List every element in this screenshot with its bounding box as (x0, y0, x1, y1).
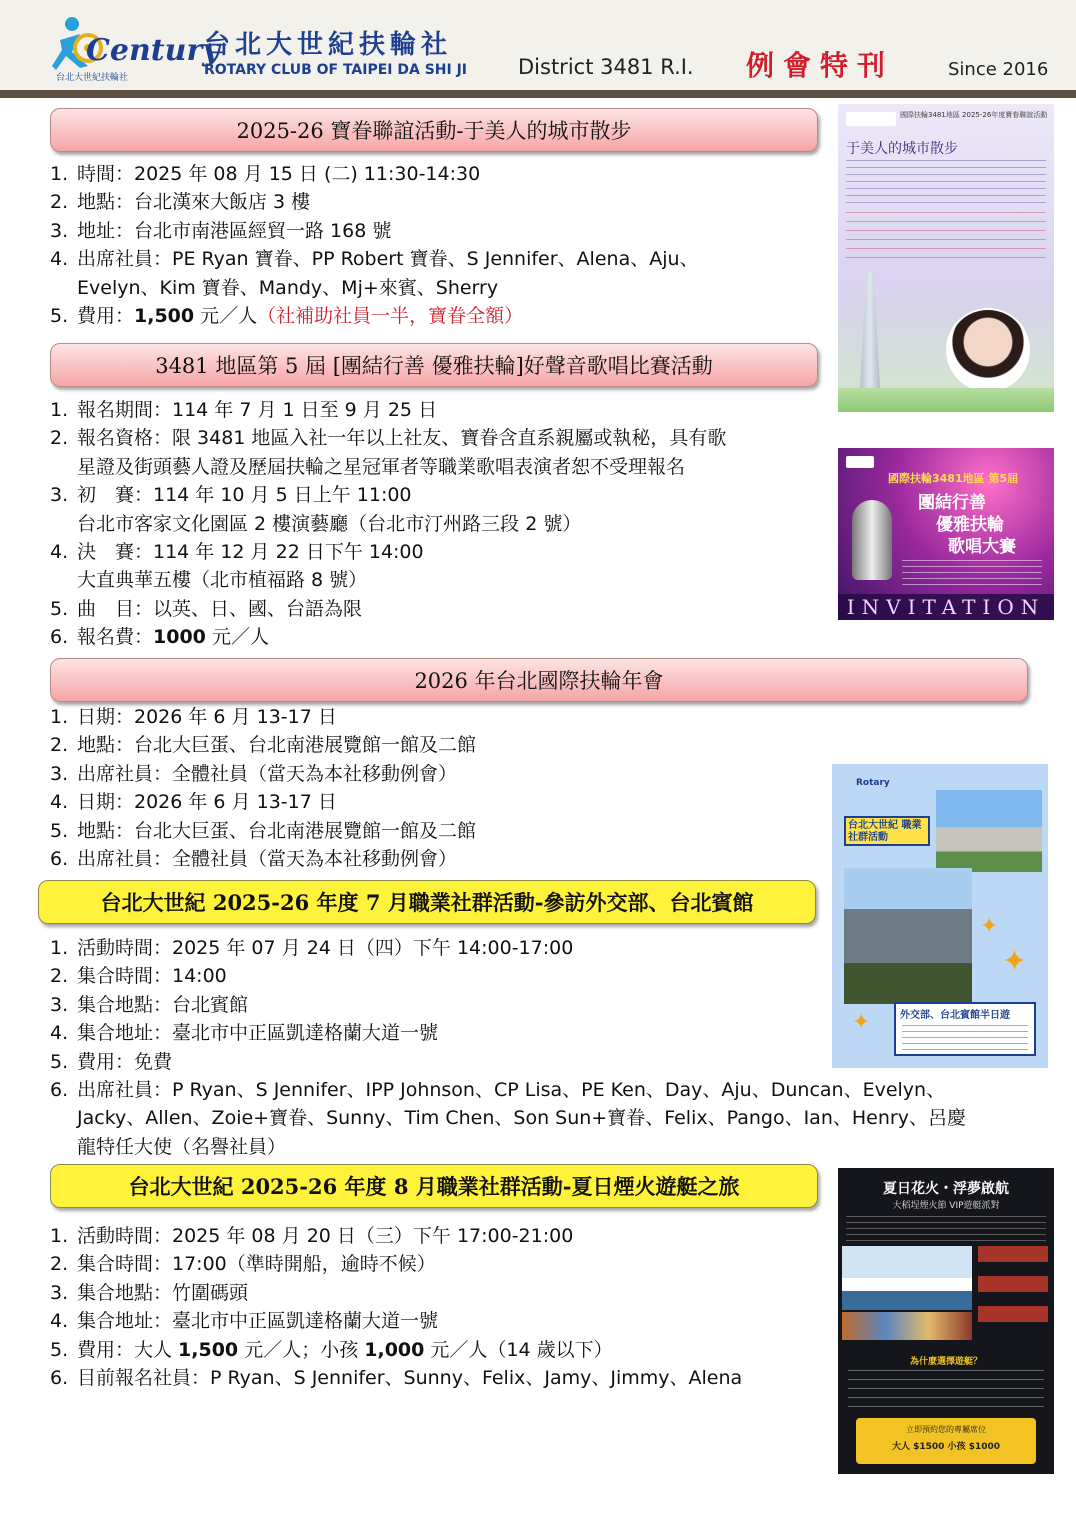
poster-subtitle: 大稻埕煙火節 VIP遊艇派對 (892, 1201, 1000, 1211)
list-item: 2. 集合時間：17:00（準時開船，逾時不候） (50, 1253, 436, 1276)
list-item: 3. 集合地點：台北賓館 (50, 993, 249, 1016)
poster-badge: 台北大世紀 職業社群活動 (844, 816, 930, 846)
club-name-zh: 台北大世紀扶輪社 (204, 30, 453, 60)
poster-text-lines (846, 1216, 1046, 1242)
taipei101-tower-icon (852, 272, 888, 402)
sparkle-icon: ✦ (852, 1010, 871, 1035)
list-item: 3. 初 賽：114 年 10 月 5 日上午 11:00 (50, 484, 412, 507)
photo-strip (842, 1312, 972, 1340)
list-item: 4. 決 賽：114 年 12 月 22 日下午 14:00 (50, 541, 424, 564)
list-item: 2. 集合時間：14:00 (50, 965, 227, 988)
photo-ministry-building (936, 790, 1042, 872)
list-item: 1. 活動時間：2025 年 08 月 20 日（三）下午 17:00-21:00 (50, 1225, 574, 1247)
poster-title: 夏日花火・浮夢啟航 (883, 1181, 1009, 1197)
list-item: 5. 曲 目：以英、日、國、台語為限 (50, 597, 363, 620)
list-item: 6. 出席社員：P Ryan、S Jennifer、IPP Johnson、CP Lisa、PE Ken、Day、Aju、Duncan、Evelyn、 (50, 1079, 946, 1102)
schedule-labels (978, 1246, 1048, 1336)
poster-invitation: INVITATION (838, 594, 1054, 620)
poster-title-2: 優雅扶輪 (936, 515, 1004, 535)
fee-item: 6. 報名費：1000 元／人 (50, 626, 269, 649)
poster-title: 于美人的城市散步 (846, 141, 958, 157)
list-item: 4. 集合地址：臺北市中正區凱達格蘭大道一號 (50, 1022, 439, 1045)
rotary-brand: Rotary (856, 778, 890, 788)
logo-subtitle: 台北大世紀扶輪社 (56, 73, 129, 83)
convention-details (50, 703, 476, 873)
list-item: 1. 報名期間：114 年 7 月 1 日至 9 月 25 日 (50, 399, 438, 421)
rotary-badge-icon (846, 112, 896, 126)
list-item-continuation: Jacky、Allen、Zoie+寶眷、Sunny、Tim Chen、Son Sun+寶眷、Felix、Pango、Ian、Henry、呂慶 (77, 1107, 966, 1130)
district-label: District 3481 R.I. (518, 55, 694, 79)
list-item-continuation: Evelyn、Kim 寶眷、Mandy、Mj+來賓、Sherry (77, 276, 499, 299)
august-yacht-details (50, 1222, 742, 1392)
poster-text-lines (902, 560, 1042, 588)
poster-top-text: 國際扶輪3481地區 2025-26年度寶眷聯誼活動 (900, 111, 1048, 119)
poster-text-lines-2 (848, 1370, 1044, 1414)
microphone-icon (852, 500, 892, 580)
poster-grass (838, 388, 1054, 412)
poster-singing-contest (838, 448, 1054, 620)
poster-text-lines (846, 160, 1046, 206)
poster-title-3: 歌唱大賽 (948, 537, 1016, 557)
poster-yacht-trip (838, 1168, 1054, 1474)
list-item: 3. 地址：台北市南港區經貿一路 168 號 (50, 219, 392, 242)
fee-item: 5. 費用：大人 1,500 元／人；小孩 1,000 元／人（14 歲以下） (50, 1338, 613, 1361)
section-title-convention: 2026 年台北國際扶輪年會 (50, 658, 1028, 702)
logo-script: Century (86, 33, 220, 68)
section-title-august-yacht: 台北大世紀 2025-26 年度 8 月職業社群活動-夏日煙火遊艇之旅 (50, 1164, 818, 1208)
list-item: 2. 報名資格：限 3481 地區入社一年以上社友、寶眷含直系親屬或執秘，具有歌 (50, 427, 727, 450)
poster-title-1: 團結行善 (918, 493, 986, 513)
fee-item: 5. 費用：1,500 元／人（社補助社員一半，寶眷全額） (50, 305, 524, 328)
since-label: Since 2016 (948, 59, 1049, 80)
list-item: 3. 出席社員：全體社員（當天為本社移動例會） (50, 762, 458, 785)
list-item-continuation: 龍特任大使（名譽社員） (77, 1135, 287, 1158)
july-visit-details (50, 934, 966, 1161)
list-item: 1. 日期：2026 年 6 月 13-17 日 (50, 706, 337, 728)
cta-box (856, 1418, 1036, 1464)
presenter-portrait (946, 308, 1030, 392)
sparkle-icon: ✦ (980, 914, 999, 939)
special-issue-label: 例會特刊 (746, 49, 895, 82)
list-item: 4. 出席社員：PE Ryan 寶眷、PP Robert 寶眷、S Jennifer、Alena、Aju、 (50, 248, 699, 271)
cta-price: 大人 $1500 小孩 $1000 (891, 1442, 1001, 1452)
list-item: 1. 時間：2025 年 08 月 15 日 (二) 11:30-14:30 (50, 163, 481, 185)
club-name-en: ROTARY CLUB OF TAIPEI DA SHI JI (204, 62, 467, 78)
rotary-badge-icon (846, 456, 874, 468)
cta-text: 立即預約您的專屬席位 (906, 1425, 986, 1434)
list-item: 2. 地點：台北大巨蛋、台北南港展覽館一館及二館 (50, 734, 477, 757)
list-item-continuation: 台北市客家文化園區 2 樓演藝廳（台北市汀州路三段 2 號） (77, 512, 582, 535)
poster-caption: 外交部、台北賓館半日遊 (900, 1010, 1010, 1021)
family-event-details (50, 160, 699, 330)
list-item: 6. 目前報名社員：P Ryan、S Jennifer、Sunny、Felix、Jamy、Jimmy、Alena (50, 1367, 743, 1390)
section-title-july-visit: 台北大世紀 2025-26 年度 7 月職業社群活動-參訪外交部、台北賓館 (38, 880, 816, 924)
list-item: 1. 活動時間：2025 年 07 月 24 日（四）下午 14:00-17:00 (50, 937, 574, 959)
poster-text-lines-2 (846, 212, 1046, 266)
section-title-singing-contest: 3481 地區第 5 屆 [團結行善 優雅扶輪]好聲音歌唱比賽活動 (50, 343, 818, 387)
poster-city-walk (838, 104, 1054, 412)
singing-contest-details (50, 396, 726, 652)
header-rule (0, 90, 1076, 98)
poster-question: 為什麼選擇遊艇？ (909, 1357, 982, 1367)
list-item: 5. 地點：台北大巨蛋、台北南港展覽館一館及二館 (50, 819, 477, 842)
list-item-continuation: 星證及街頭藝人證及歷屆扶輪之星冠軍者等職業歌唱表演者恕不受理報名 (77, 455, 686, 478)
sparkle-icon: ✦ (1002, 944, 1028, 979)
section-title-family-event: 2025-26 寶眷聯誼活動-于美人的城市散步 (50, 108, 818, 152)
list-item: 2. 地點：台北漢來大飯店 3 樓 (50, 191, 311, 214)
photo-yacht (842, 1246, 972, 1310)
club-logo (50, 10, 220, 84)
list-item-continuation: 大直典華五樓（北市植福路 8 號） (77, 569, 368, 592)
list-item: 4. 集合地址：臺北市中正區凱達格蘭大道一號 (50, 1310, 439, 1333)
poster-top-text: 國際扶輪3481地區 第5屆 (888, 472, 1019, 485)
list-item: 4. 日期：2026 年 6 月 13-17 日 (50, 791, 337, 814)
list-item: 3. 集合地點：竹圍碼頭 (50, 1281, 249, 1304)
list-item: 6. 出席社員：全體社員（當天為本社移動例會） (50, 848, 458, 871)
list-item: 5. 費用：免費 (50, 1050, 173, 1073)
